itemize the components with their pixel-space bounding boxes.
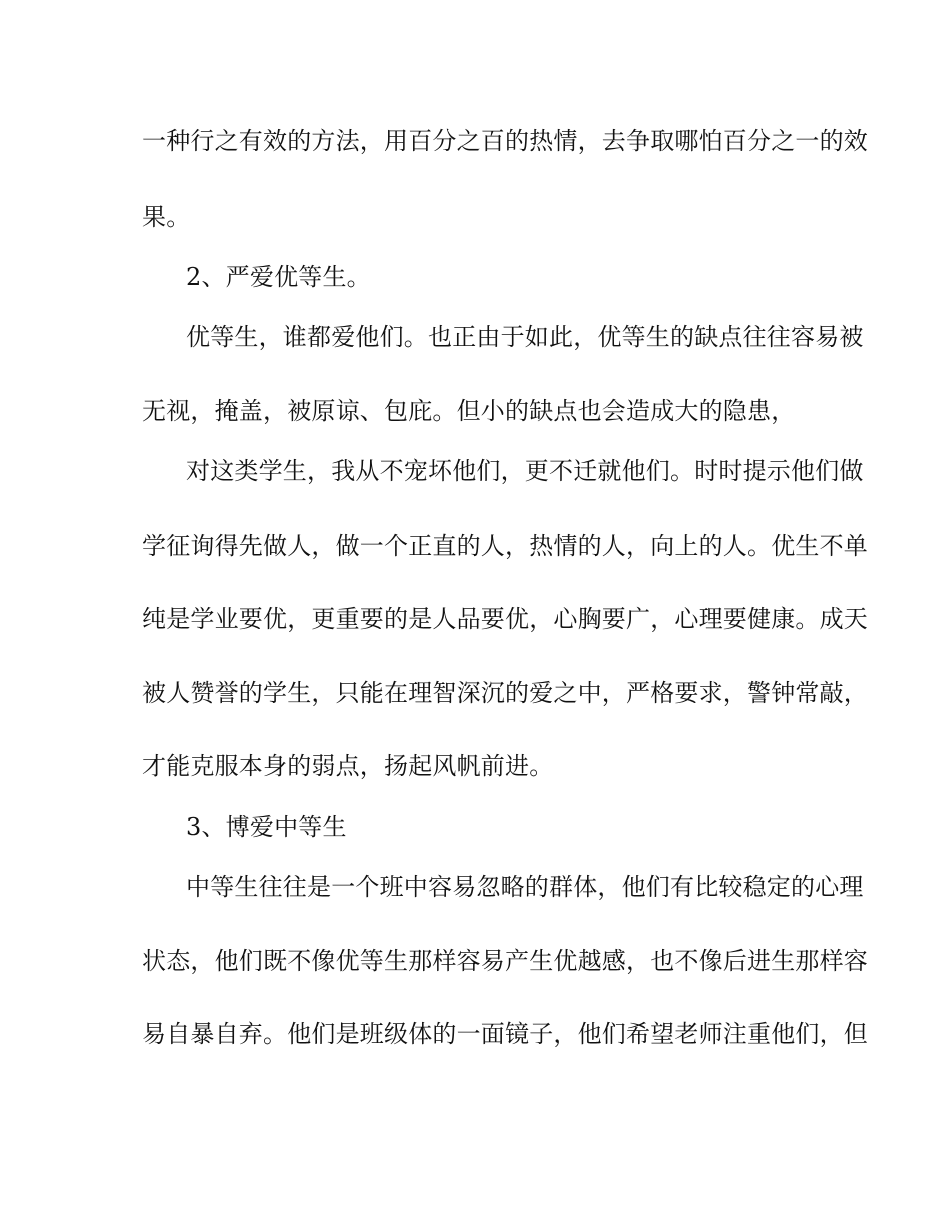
paragraph-line: 一种行之有效的方法，用百分之百的热情，去争取哪怕百分之一的效 [142,127,868,155]
paragraph-line: 果。 [142,203,191,231]
paragraph-line: 学征询得先做人，做一个正直的人，热情的人，向上的人。优生不单 [142,532,868,560]
paragraph-line: 对这类学生，我从不宠坏他们，更不迁就他们。时时提示他们做 [186,457,864,485]
paragraph-line: 易自暴自弃。他们是班级体的一面镜子，他们希望老师注重他们，但 [142,1020,868,1048]
paragraph-line: 纯是学业要优，更重要的是人品要优，心胸要广，心理要健康。成天 [142,605,868,633]
paragraph-line: 无视，掩盖，被原谅、包庇。但小的缺点也会造成大的隐患， [142,397,796,425]
section-heading: 3、博爱中等生 [186,813,347,841]
paragraph-line: 状态，他们既不像优等生那样容易产生优越感，也不像后进生那样容 [142,947,868,975]
paragraph-line: 被人赞誉的学生，只能在理智深沉的爱之中，严格要求，警钟常敲， [142,679,868,707]
paragraph-line: 优等生，谁都爱他们。也正由于如此，优等生的缺点往往容易被 [186,323,864,351]
paragraph-line: 中等生往往是一个班中容易忽略的群体，他们有比较稳定的心理 [186,873,864,901]
paragraph-line: 才能克服本身的弱点，扬起风帆前进。 [142,752,554,780]
section-heading: 2、严爱优等生。 [186,263,371,291]
